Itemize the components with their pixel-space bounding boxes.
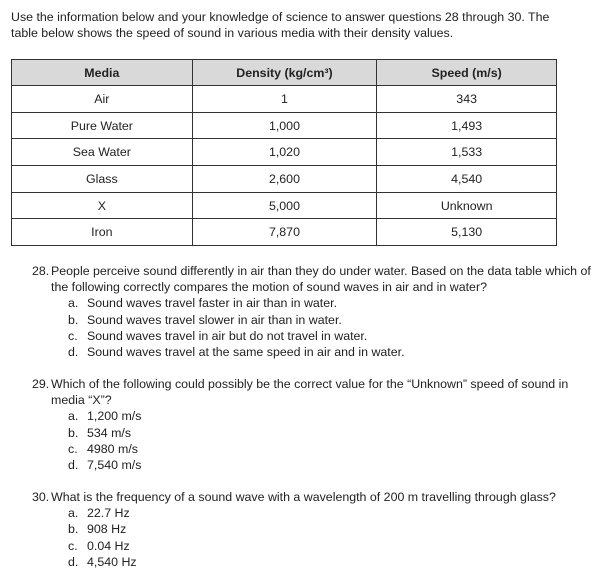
- option-text: 4,540 Hz: [87, 554, 137, 569]
- question-30: [32, 489, 592, 570]
- question-text: What is the frequency of a sound wave with a wavelength of 200 m travelling through glass?: [51, 490, 556, 504]
- table-row: [12, 166, 557, 193]
- option-letter: b.: [68, 522, 79, 537]
- option-letter: c.: [68, 441, 78, 456]
- density-cell: 5,000: [192, 192, 377, 219]
- option-letter: a.: [68, 409, 79, 424]
- answer-option[interactable]: [32, 344, 592, 360]
- media-cell: Glass: [12, 166, 193, 193]
- answer-option[interactable]: [32, 505, 592, 521]
- option-text: 534 m/s: [87, 425, 132, 440]
- question-text: Which of the following could possibly be the correct value for the “Unknown” speed of sound in media “X”?: [51, 377, 569, 408]
- option-letter: a.: [68, 506, 79, 521]
- media-cell: Pure Water: [12, 112, 193, 139]
- question-number: 28.: [32, 264, 50, 278]
- speed-cell: 343: [377, 86, 557, 113]
- question-text: People perceive sound differently in air than they do under water. Based on the data table which of the following correctly compares the motion of sound waves in air and in water?: [51, 264, 591, 295]
- option-text: Sound waves travel faster in air than in water.: [87, 296, 338, 311]
- answer-option[interactable]: [32, 328, 592, 344]
- option-letter: b.: [68, 312, 79, 327]
- speed-density-table: [11, 59, 557, 246]
- table-row: [12, 139, 557, 166]
- option-text: Sound waves travel slower in air than in water.: [87, 312, 342, 327]
- answer-option[interactable]: [32, 457, 592, 473]
- table-row: [12, 219, 557, 246]
- answer-option[interactable]: [32, 554, 592, 570]
- option-text: 1,200 m/s: [87, 409, 142, 424]
- option-text: 908 Hz: [87, 522, 127, 537]
- option-letter: b.: [68, 425, 79, 440]
- option-text: Sound waves travel at the same speed in air and in water.: [87, 345, 405, 360]
- option-letter: c.: [68, 328, 78, 343]
- question-number: 29.: [32, 377, 50, 391]
- table-row: [12, 112, 557, 139]
- speed-cell: 4,540: [377, 166, 557, 193]
- header-media: Media: [12, 60, 193, 86]
- media-cell: Sea Water: [12, 139, 193, 166]
- option-text: 0.04 Hz: [87, 538, 130, 553]
- answer-option[interactable]: [32, 521, 592, 537]
- media-cell: Air: [12, 86, 193, 113]
- table-header-row: [12, 60, 557, 86]
- speed-cell: Unknown: [377, 192, 557, 219]
- table-row: [12, 86, 557, 113]
- question-29: [32, 376, 592, 473]
- option-letter: c.: [68, 538, 78, 553]
- option-text: Sound waves travel in air but do not travel in water.: [87, 328, 368, 343]
- answer-option[interactable]: [32, 425, 592, 441]
- header-density: Density (kg/cm³): [192, 60, 377, 86]
- option-text: 4980 m/s: [87, 441, 138, 456]
- answer-option[interactable]: [32, 408, 592, 424]
- density-cell: 1: [192, 86, 377, 113]
- answer-option[interactable]: [32, 312, 592, 328]
- option-letter: d.: [68, 345, 79, 360]
- option-letter: d.: [68, 458, 79, 473]
- table-row: [12, 192, 557, 219]
- media-cell: Iron: [12, 219, 193, 246]
- answer-option[interactable]: [32, 295, 592, 311]
- intro-paragraph: Use the information below and your knowledge of science to answer questions 28 through 30. The table below shows the speed of sound in various media with their density values.: [11, 10, 550, 41]
- media-cell: X: [12, 192, 193, 219]
- question-28: [32, 263, 592, 360]
- density-cell: 1,020: [192, 139, 377, 166]
- header-speed: Speed (m/s): [377, 60, 557, 86]
- answer-option[interactable]: [32, 538, 592, 554]
- option-text: 22.7 Hz: [87, 506, 130, 521]
- density-cell: 1,000: [192, 112, 377, 139]
- speed-cell: 1,493: [377, 112, 557, 139]
- question-number: 30.: [32, 490, 50, 504]
- answer-option[interactable]: [32, 441, 592, 457]
- speed-cell: 1,533: [377, 139, 557, 166]
- speed-cell: 5,130: [377, 219, 557, 246]
- option-text: 7,540 m/s: [87, 458, 142, 473]
- option-letter: d.: [68, 554, 79, 569]
- density-cell: 2,600: [192, 166, 377, 193]
- option-letter: a.: [68, 296, 79, 311]
- density-cell: 7,870: [192, 219, 377, 246]
